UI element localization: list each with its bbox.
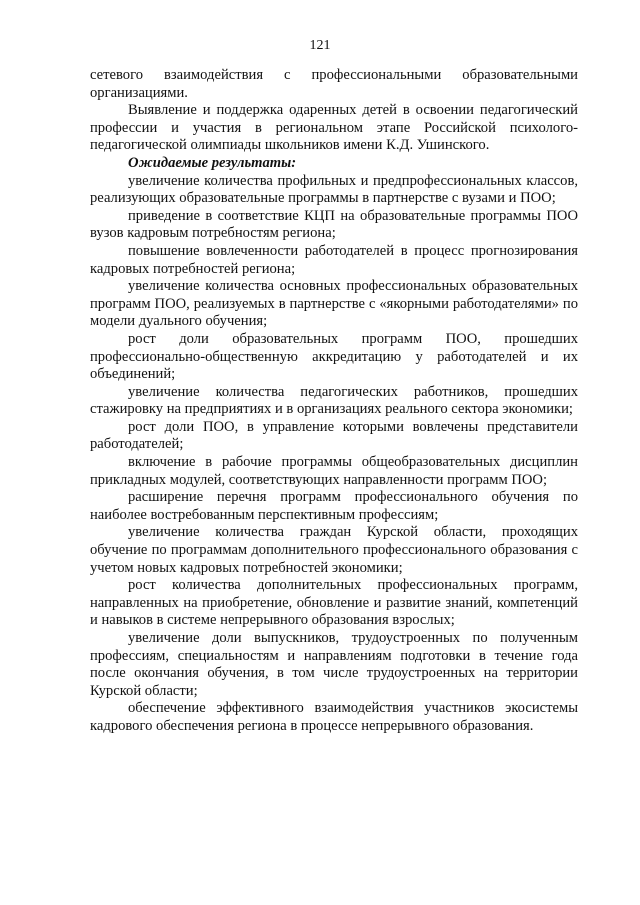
- section-heading-expected-results: Ожидаемые результаты:: [128, 154, 297, 171]
- paragraph-continuation: сетевого взаимодействия с профессиональными образовательными организациями.: [90, 67, 578, 101]
- result-item: увеличение доли выпускников, трудоустроенных по полученным профессиям, специальностям и направлениям подготовки в течение года после окончания обучения, в том числе трудоустроенных на территории Курской области;: [90, 630, 578, 699]
- result-item: рост количества дополнительных профессиональных программ, направленных на приобретение, обновление и развитие знаний, компетенций и навыков в системе непрерывного образования взрослых;: [90, 577, 578, 629]
- document-body: [90, 67, 578, 736]
- result-item: обеспечение эффективного взаимодействия участников экосистемы кадрового обеспечения региона в процессе непрерывного образования.: [90, 700, 578, 734]
- result-item: рост доли ПОО, в управление которыми вовлечены представители работодателей;: [90, 418, 578, 453]
- result-item: увеличение количества граждан Курской области, проходящих обучение по программам дополнительного профессионального образования с учетом новых кадровых потребностей экономики;: [90, 524, 578, 576]
- result-item: приведение в соответствие КЦП на образовательные программы ПОО вузов кадровым потребностям региона;: [90, 207, 578, 242]
- result-item: включение в рабочие программы общеобразовательных дисциплин прикладных модулей, соответствующих направленности программ ПОО;: [90, 454, 578, 488]
- paragraph-gifted-children: Выявление и поддержка одаренных детей в освоении педагогический профессии и участия в региональном этапе Российской психолого-педагогической олимпиады школьников имени К.Д. Ушинского.: [90, 102, 578, 154]
- page-number: 121: [309, 38, 331, 53]
- result-item: увеличение количества основных профессиональных образовательных программ ПОО, реализуемых в партнерстве с «якорными работодателями» по модели дуального обучения;: [90, 278, 578, 330]
- result-item: рост доли образовательных программ ПОО, прошедших профессионально-общественную аккредитацию у работодателей и их объединений;: [90, 330, 578, 383]
- result-item: увеличение количества профильных и предпрофессиональных классов, реализующих образовательные программы в партнерстве с вузами и ПОО;: [90, 172, 578, 207]
- result-item: повышение вовлеченности работодателей в процесс прогнозирования кадровых потребностей региона;: [90, 242, 578, 277]
- result-item: расширение перечня программ профессионального обучения по наиболее востребованным перспективным профессиям;: [90, 489, 578, 523]
- result-item: увеличение количества педагогических работников, прошедших стажировку на предприятиях и в организациях реального сектора экономики;: [90, 383, 578, 418]
